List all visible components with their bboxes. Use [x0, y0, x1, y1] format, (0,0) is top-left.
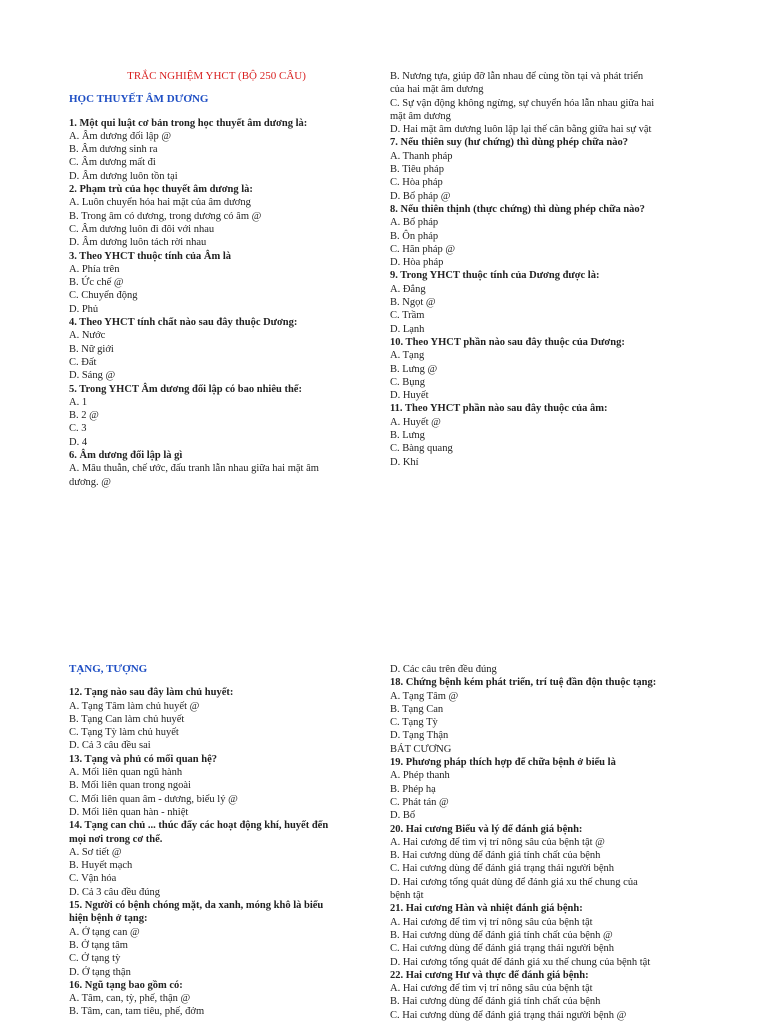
- page2-left-lines: [69, 686, 364, 1018]
- answer-option: B. 2 @: [69, 410, 99, 422]
- question-text: 19. Phương pháp thích hợp để chữa bệnh ở biểu là: [390, 757, 616, 769]
- answer-option: A. Tạng Tâm làm chủ huyết @: [69, 700, 200, 712]
- answer-option: A. Sơ tiết @: [69, 846, 122, 858]
- answer-option: B. Lưng: [390, 430, 425, 442]
- answer-option: mặt âm dương: [390, 110, 451, 122]
- answer-option: D. Bổ pháp @: [390, 190, 451, 202]
- answer-option: A. Tạng Tâm @: [390, 690, 459, 702]
- answer-option: D. Ở tạng thận: [69, 966, 131, 978]
- answer-option: C. Trầm: [390, 310, 425, 322]
- question-text: 22. Hai cương Hư và thực để đánh giá bệnh:: [390, 969, 589, 981]
- answer-option: A. Tạng: [390, 350, 425, 362]
- answer-option: A. Nước: [69, 330, 106, 342]
- question-text: 11. Theo YHCT phần nào sau đây thuộc của âm:: [390, 403, 608, 415]
- answer-option: A. 1: [69, 396, 88, 408]
- page1-left-lines: [69, 117, 364, 489]
- question-text: 16. Ngũ tạng bao gồm có:: [69, 979, 183, 991]
- question-text: 2. Phạm trù của học thuyết âm dương là:: [69, 184, 253, 196]
- answer-option: A. Bổ pháp: [390, 217, 439, 229]
- answer-option: D. Cả 3 câu đều đúng: [69, 886, 160, 898]
- answer-option: C. 3: [69, 423, 87, 435]
- answer-option: A. Huyết @: [390, 416, 441, 428]
- answer-option: A. Hai cương để tìm vị trí nông sâu của bệnh tật: [390, 916, 593, 928]
- answer-option: D. Khí: [390, 456, 419, 468]
- question-text: 10. Theo YHCT phần nào sau đây thuộc của Dương:: [390, 336, 625, 348]
- answer-option: B. Hai cương dùng để đánh giá tính chất của bệnh @: [390, 929, 613, 941]
- answer-option: D. Hai cương tổng quát để đánh giá xu thế chung của bệnh tật: [390, 956, 651, 968]
- answer-option: của hai mặt âm dương: [390, 84, 484, 96]
- page2-right-column: [390, 663, 720, 1022]
- question-text: 7. Nếu thiên suy (hư chứng) thì dùng phép chữa nào?: [390, 137, 629, 149]
- answer-option: D. Hòa pháp: [390, 257, 444, 269]
- answer-option: B. Nữ giới: [69, 343, 114, 355]
- question-text: 1. Một qui luật cơ bản trong học thuyết âm dương là:: [69, 117, 308, 129]
- answer-option: B. Tạng Can: [390, 703, 444, 715]
- question-text: 14. Tạng can chủ ... thúc đẩy các hoạt động khí, huyết đến: [69, 820, 329, 832]
- page1-right-lines: [390, 70, 720, 469]
- answer-option: A. Âm dương đối lập @: [69, 130, 171, 142]
- section-heading-tang-tuong: TẠNG, TƯỢNG: [69, 663, 148, 675]
- answer-option: C. Hai cương dùng để đánh giá trạng thái người bệnh @: [390, 1009, 627, 1021]
- answer-option: C. Tạng Tỳ: [390, 717, 438, 729]
- answer-option: B. Ngọt @: [390, 297, 436, 309]
- page2-right-lines: [390, 663, 720, 1022]
- answer-option: A. Phía trên: [69, 263, 120, 275]
- answer-option: B. Ôn pháp: [390, 230, 439, 242]
- answer-option: A. Hai cương để tìm vị trí nông sâu của bệnh tật: [390, 983, 593, 995]
- question-text: 4. Theo YHCT tính chất nào sau đây thuộc Dương:: [69, 317, 298, 329]
- answer-option: D. Phủ: [69, 303, 99, 315]
- question-text: 6. Âm dương đối lập là gì: [69, 450, 183, 462]
- question-text: 13. Tạng và phủ có mối quan hệ?: [69, 753, 218, 765]
- answer-option: dương. @: [69, 476, 111, 488]
- answer-option: A. Tâm, can, tỳ, phế, thận @: [69, 993, 191, 1005]
- answer-option: C. Mối liên quan âm - dương, biểu lý @: [69, 793, 238, 805]
- answer-option: C. Đất: [69, 356, 97, 368]
- page1-right-column: [390, 70, 720, 469]
- answer-option: B. Hai cương dùng để đánh giá tính chất của bệnh: [390, 996, 601, 1008]
- answer-option: D. Tạng Thận: [390, 730, 449, 742]
- question-text: 5. Trong YHCT Âm dương đối lập có bao nhiêu thể:: [69, 383, 302, 395]
- question-text: mọi nơi trong cơ thể.: [69, 833, 163, 845]
- question-text: 21. Hai cương Hàn và nhiệt đánh giá bệnh:: [390, 903, 583, 915]
- answer-option: B. Ức chế @: [69, 277, 124, 289]
- document-title: TRẮC NGHIỆM YHCT (BỘ 250 CÂU): [127, 70, 306, 82]
- question-text: 9. Trong YHCT thuộc tính của Dương được là:: [390, 270, 600, 282]
- answer-option: A. Mâu thuẫn, chế ước, đấu tranh lẫn nhau giữa hai mặt âm: [69, 463, 319, 475]
- answer-option: BÁT CƯƠNG: [390, 743, 452, 755]
- answer-option: A. Phép thanh: [390, 770, 450, 782]
- section-heading-am-duong: HỌC THUYẾT ÂM DƯƠNG: [69, 93, 209, 106]
- answer-option: C. Ở tạng tỳ: [69, 953, 121, 965]
- answer-option: A. Luôn chuyển hóa hai mặt của âm dương: [69, 197, 251, 209]
- answer-option: B. Mối liên quan trong ngoài: [69, 780, 191, 792]
- answer-option: D. Các câu trên đều đúng: [390, 664, 497, 675]
- question-text: 20. Hai cương Biểu và lý để đánh giá bệnh:: [390, 823, 583, 835]
- answer-option: B. Tạng Can làm chủ huyết: [69, 713, 185, 725]
- question-text: 12. Tạng nào sau đây làm chủ huyết:: [69, 687, 234, 699]
- question-text: 3. Theo YHCT thuộc tính của Âm là: [69, 250, 231, 262]
- answer-option: A. Đắng: [390, 283, 426, 295]
- answer-option: bệnh tật: [390, 890, 424, 902]
- answer-option: D. Âm dương luôn tách rời nhau: [69, 237, 207, 249]
- answer-option: D. Mối liên quan hàn - nhiệt: [69, 806, 189, 818]
- question-text: 8. Nếu thiên thịnh (thực chứng) thì dùng phép chữa nào?: [390, 203, 645, 215]
- answer-option: B. Huyết mạch: [69, 860, 133, 872]
- page2-left-column: [69, 663, 364, 1019]
- answer-option: A. Hai cương để tìm vị trí nông sâu của bệnh tật @: [390, 836, 605, 848]
- answer-option: C. Âm dương luôn đi đôi với nhau: [69, 223, 215, 235]
- answer-option: D. Hai cương tổng quát dùng để đánh giá xu thế chung của: [390, 876, 638, 888]
- answer-option: C. Âm dương mất đi: [69, 157, 156, 169]
- answer-option: D. Bổ: [390, 810, 416, 822]
- answer-option: C. Bụng: [390, 376, 426, 388]
- answer-option: D. Huyết: [390, 390, 429, 402]
- answer-option: B. Ở tạng tâm: [69, 939, 128, 951]
- answer-option: B. Nương tựa, giúp đỡ lẫn nhau để cùng tồn tại và phát triển: [390, 71, 644, 82]
- answer-option: B. Âm dương sinh ra: [69, 144, 158, 156]
- answer-option: D. 4: [69, 436, 88, 448]
- answer-option: D. Cả 3 câu đều sai: [69, 740, 151, 752]
- answer-option: B. Lưng @: [390, 363, 438, 375]
- answer-option: A. Ở tạng can @: [69, 926, 140, 938]
- answer-option: C. Hai cương dùng để đánh giá trạng thái người bệnh: [390, 943, 614, 955]
- answer-option: C. Hòa pháp: [390, 177, 443, 189]
- answer-option: C. Bàng quang: [390, 443, 453, 455]
- answer-option: C. Vận hóa: [69, 873, 117, 885]
- document-page-2: [0, 512, 768, 1024]
- answer-option: B. Trong âm có dương, trong dương có âm @: [69, 210, 262, 222]
- answer-option: A. Thanh pháp: [390, 150, 453, 162]
- answer-option: C. Sự vận động không ngừng, sự chuyển hóa lẫn nhau giữa hai: [390, 97, 655, 109]
- answer-option: C. Hãn pháp @: [390, 243, 456, 255]
- answer-option: C. Phát tán @: [390, 796, 449, 808]
- answer-option: C. Hai cương dùng để đánh giá trạng thái người bệnh: [390, 863, 614, 875]
- answer-option: B. Phép hạ: [390, 783, 436, 795]
- answer-option: D. Âm dương luôn tồn tại: [69, 170, 178, 182]
- question-text: 18. Chứng bệnh kém phát triển, trí tuệ đần độn thuộc tạng:: [390, 677, 657, 689]
- answer-option: A. Mối liên quan ngũ hành: [69, 767, 183, 779]
- answer-option: B. Hai cương dùng để đánh giá tính chất của bệnh: [390, 850, 601, 862]
- page1-left-column: [69, 70, 364, 489]
- answer-option: D. Sáng @: [69, 370, 116, 382]
- answer-option: D. Lạnh: [390, 323, 425, 335]
- question-text: hiện bệnh ở tạng:: [69, 913, 148, 925]
- answer-option: C. Chuyển động: [69, 290, 138, 302]
- question-text: 15. Người có bệnh chóng mặt, da xanh, móng khô là biểu: [69, 900, 324, 912]
- answer-option: B. Tâm, can, tam tiêu, phế, đởm: [69, 1006, 205, 1018]
- answer-option: B. Tiêu pháp: [390, 164, 444, 176]
- answer-option: D. Hai mặt âm dương luôn lập lại thế cân bằng giữa hai sự vật: [390, 124, 652, 136]
- answer-option: C. Tạng Tỳ làm chủ huyết: [69, 727, 179, 739]
